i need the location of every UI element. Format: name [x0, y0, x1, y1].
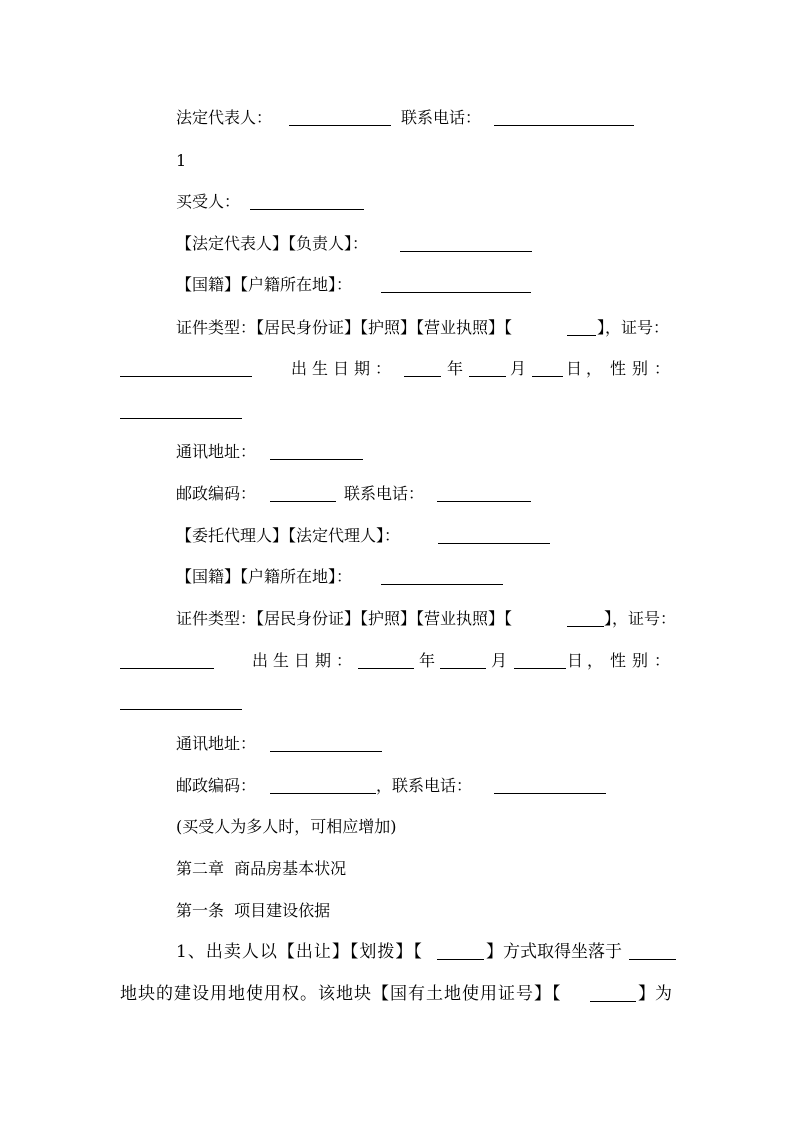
agent-sex-label: 性别： — [610, 651, 677, 670]
agent-blank[interactable] — [438, 543, 550, 544]
buyer-label: 买受人： — [176, 192, 241, 211]
chapter-heading: 第二章 商品房基本状况 — [176, 859, 347, 878]
land-acquisition-text: 1、出卖人以【出让】【划拨】【 — [176, 942, 423, 962]
postcode-blank[interactable] — [270, 501, 336, 502]
article-heading: 第一条 项目建设依据 — [176, 901, 331, 920]
id-type-blank[interactable] — [567, 335, 596, 336]
agent-birth-day-blank[interactable] — [514, 668, 566, 669]
nationality-line — [0, 270, 794, 300]
agent-birth-line — [0, 646, 794, 676]
agent-year-label: 年 — [419, 651, 436, 670]
agent-month-label: 月 — [491, 651, 508, 670]
agent-phone-label: ，联系电话： — [376, 776, 473, 795]
legal-rep-line — [0, 103, 794, 133]
land-cert-blank[interactable] — [590, 1001, 636, 1002]
agent-birth-month-blank[interactable] — [440, 668, 486, 669]
agent-sex-blank[interactable] — [120, 709, 242, 710]
agent-id-number-label: 】，证号： — [604, 609, 677, 628]
nationality-blank[interactable] — [381, 292, 531, 293]
agent-address-label: 通讯地址： — [176, 734, 257, 753]
id-type-label: 证件类型：【居民身份证】【护照】【营业执照】【 — [176, 318, 513, 337]
agent-birth-year-blank[interactable] — [358, 668, 414, 669]
birth-label: 出生日期： — [291, 359, 397, 378]
postcode-line — [0, 479, 794, 509]
page-number: 1 — [176, 151, 187, 170]
agent-day-label: 日， — [567, 651, 608, 670]
article-line — [0, 896, 794, 926]
agent-nationality-label: 【国籍】【户籍所在地】： — [176, 567, 353, 586]
located-at-text: 】方式取得坐落于 — [486, 942, 622, 962]
agent-nationality-blank[interactable] — [381, 584, 503, 585]
sex-blank[interactable] — [120, 418, 242, 419]
land-right-text: 地块的建设用地使用权。该地块【国有土地使用证号】【 — [120, 984, 562, 1004]
birth-line — [0, 354, 794, 384]
postcode-label: 邮政编码： — [176, 484, 257, 503]
phone-blank[interactable] — [494, 125, 634, 126]
note-line — [0, 812, 794, 842]
land-acquisition-line — [0, 937, 794, 967]
rep-line — [0, 229, 794, 259]
year-label: 年 — [447, 359, 464, 378]
sex-blank-line — [0, 396, 794, 426]
agent-nationality-line — [0, 562, 794, 592]
chapter-line — [0, 854, 794, 884]
agent-id-type-label: 证件类型：【居民身份证】【护照】【营业执照】【 — [176, 609, 513, 628]
address-blank[interactable] — [270, 459, 363, 460]
agent-phone-blank[interactable] — [494, 793, 606, 794]
legal-rep-label: 法定代表人： — [176, 108, 273, 127]
birth-month-blank[interactable] — [469, 376, 506, 377]
agent-line — [0, 521, 794, 551]
rep-label: 【法定代表人】【负责人】： — [176, 234, 369, 253]
id-number-label: 】，证号： — [597, 318, 670, 337]
address-line — [0, 437, 794, 467]
birth-day-blank[interactable] — [532, 376, 563, 377]
phone-label: 联系电话： — [401, 108, 482, 127]
legal-rep-blank[interactable] — [289, 125, 391, 126]
agent-postcode-blank[interactable] — [270, 793, 376, 794]
land-cert-suffix: 】为 — [638, 984, 672, 1004]
day-label: 日， — [566, 359, 607, 378]
agent-id-type-blank[interactable] — [567, 626, 604, 627]
sex-label: 性别： — [610, 359, 677, 378]
nationality-label: 【国籍】【户籍所在地】： — [176, 275, 353, 294]
buyer-line — [0, 187, 794, 217]
agent-birth-label: 出生日期： — [252, 651, 358, 670]
agent-id-number-blank[interactable] — [120, 668, 214, 669]
agent-label: 【委托代理人】【法定代理人】： — [176, 526, 401, 545]
agent-address-line — [0, 729, 794, 759]
birth-year-blank[interactable] — [404, 376, 441, 377]
agent-postcode-line — [0, 771, 794, 801]
page-number-line — [0, 146, 794, 176]
agent-id-type-line — [0, 604, 794, 634]
multi-buyer-note: (买受人为多人时，可相应增加) — [176, 817, 397, 836]
id-type-line — [0, 313, 794, 343]
id-number-blank[interactable] — [120, 376, 252, 377]
rep-blank[interactable] — [400, 251, 532, 252]
agent-sex-blank-line — [0, 687, 794, 717]
agent-address-blank[interactable] — [270, 751, 382, 752]
address-label: 通讯地址： — [176, 442, 257, 461]
location-blank[interactable] — [629, 959, 676, 960]
phone-blank-2[interactable] — [437, 501, 531, 502]
phone-label-2: 联系电话： — [344, 484, 425, 503]
acquisition-method-blank[interactable] — [437, 959, 484, 960]
buyer-blank[interactable] — [250, 209, 364, 210]
agent-postcode-label: 邮政编码： — [176, 776, 257, 795]
land-right-line — [0, 979, 794, 1009]
month-label: 月 — [510, 359, 527, 378]
